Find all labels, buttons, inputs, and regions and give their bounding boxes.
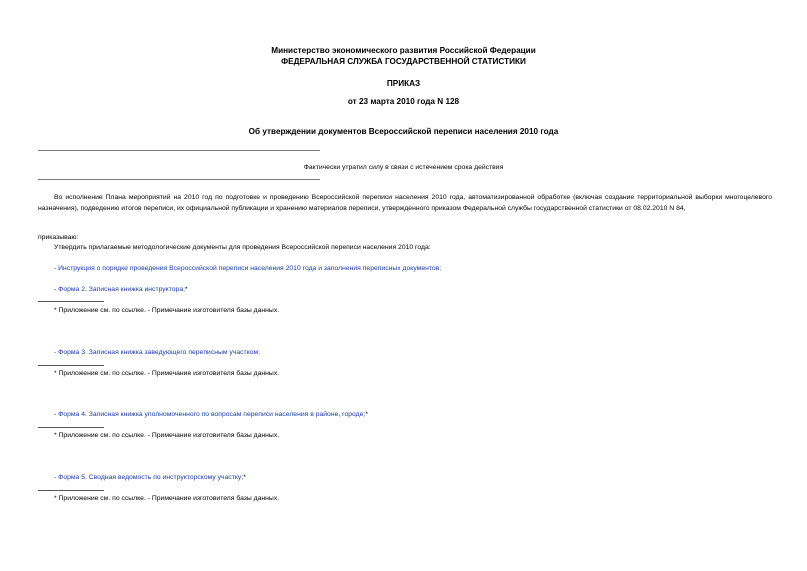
preamble-paragraph: Во исполнение Плана мероприятий на 2010 год по подготовке и проведению Всероссийской переписи населения 2010 года, автоматизированной обработке (включая создание территориальной выборки многоцелевого назначения), подведению итогов переписи, их официальной публикации и хранению материалов переписи, утвержденного приказом Федеральной службы государственной статистики от 08.02.2010 N 84, — [38, 194, 772, 212]
list-item-instruction — [54, 264, 441, 275]
footnote-form-4: * Приложение см. по ссылке. - Примечание изготовителя базы данных. — [54, 432, 280, 439]
approve-line: Утвердить прилагаемые методологические документы для проведения Всероссийской переписи населения 2010 года: — [54, 244, 431, 251]
form-3-link[interactable]: - Форма 3. Записная книжка заведующего переписным участком; — [54, 349, 261, 356]
document-type: ПРИКАЗ — [386, 79, 421, 88]
footnote-divider — [38, 365, 104, 366]
status-note: Фактически утратил силу в связи с истечением срока действия — [303, 164, 504, 171]
document-title: Об утверждении документов Всероссийской переписи населения 2010 года — [248, 127, 559, 136]
footnote-divider — [38, 490, 104, 491]
ministry-name: Министерство экономического развития Российской Федерации — [271, 46, 536, 55]
bottom-divider — [38, 179, 320, 180]
list-item-form-5 — [54, 473, 246, 484]
footnote-mark: * — [184, 286, 188, 293]
footnote-form-5: * Приложение см. по ссылке. - Примечание изготовителя базы данных. — [54, 495, 280, 502]
footnote-mark: * — [365, 411, 368, 418]
footnote-form-2: * Приложение см. по ссылке. - Примечание изготовителя базы данных. — [54, 307, 280, 314]
list-item-form-3 — [54, 348, 260, 359]
form-2-link[interactable]: - Форма 2. Записная книжка инструктора; — [54, 286, 185, 293]
order-word: приказываю: — [38, 234, 79, 241]
top-divider — [38, 150, 320, 151]
service-name: ФЕДЕРАЛЬНАЯ СЛУЖБА ГОСУДАРСТВЕННОЙ СТАТИСТИКИ — [281, 57, 526, 66]
footnote-mark: * — [243, 474, 246, 481]
footnote-divider — [38, 427, 104, 428]
footnote-form-3: * Приложение см. по ссылке. - Примечание изготовителя базы данных. — [54, 370, 280, 377]
form-5-link[interactable]: - Форма 5. Сводная ведомость по инструкторскому участку; — [54, 474, 244, 481]
list-item-form-2 — [54, 285, 188, 296]
document-date-number: от 23 марта 2010 года N 128 — [347, 97, 460, 106]
form-4-link[interactable]: - Форма 4. Записная книжка уполномоченного по вопросам переписи населения в районе, городе; — [54, 411, 366, 418]
footnote-divider — [38, 301, 104, 302]
list-item-form-4 — [54, 410, 368, 421]
instruction-link[interactable]: - Инструкция о порядке проведения Всероссийской переписи населения 2010 года и заполнения переписных документов; — [54, 265, 442, 272]
